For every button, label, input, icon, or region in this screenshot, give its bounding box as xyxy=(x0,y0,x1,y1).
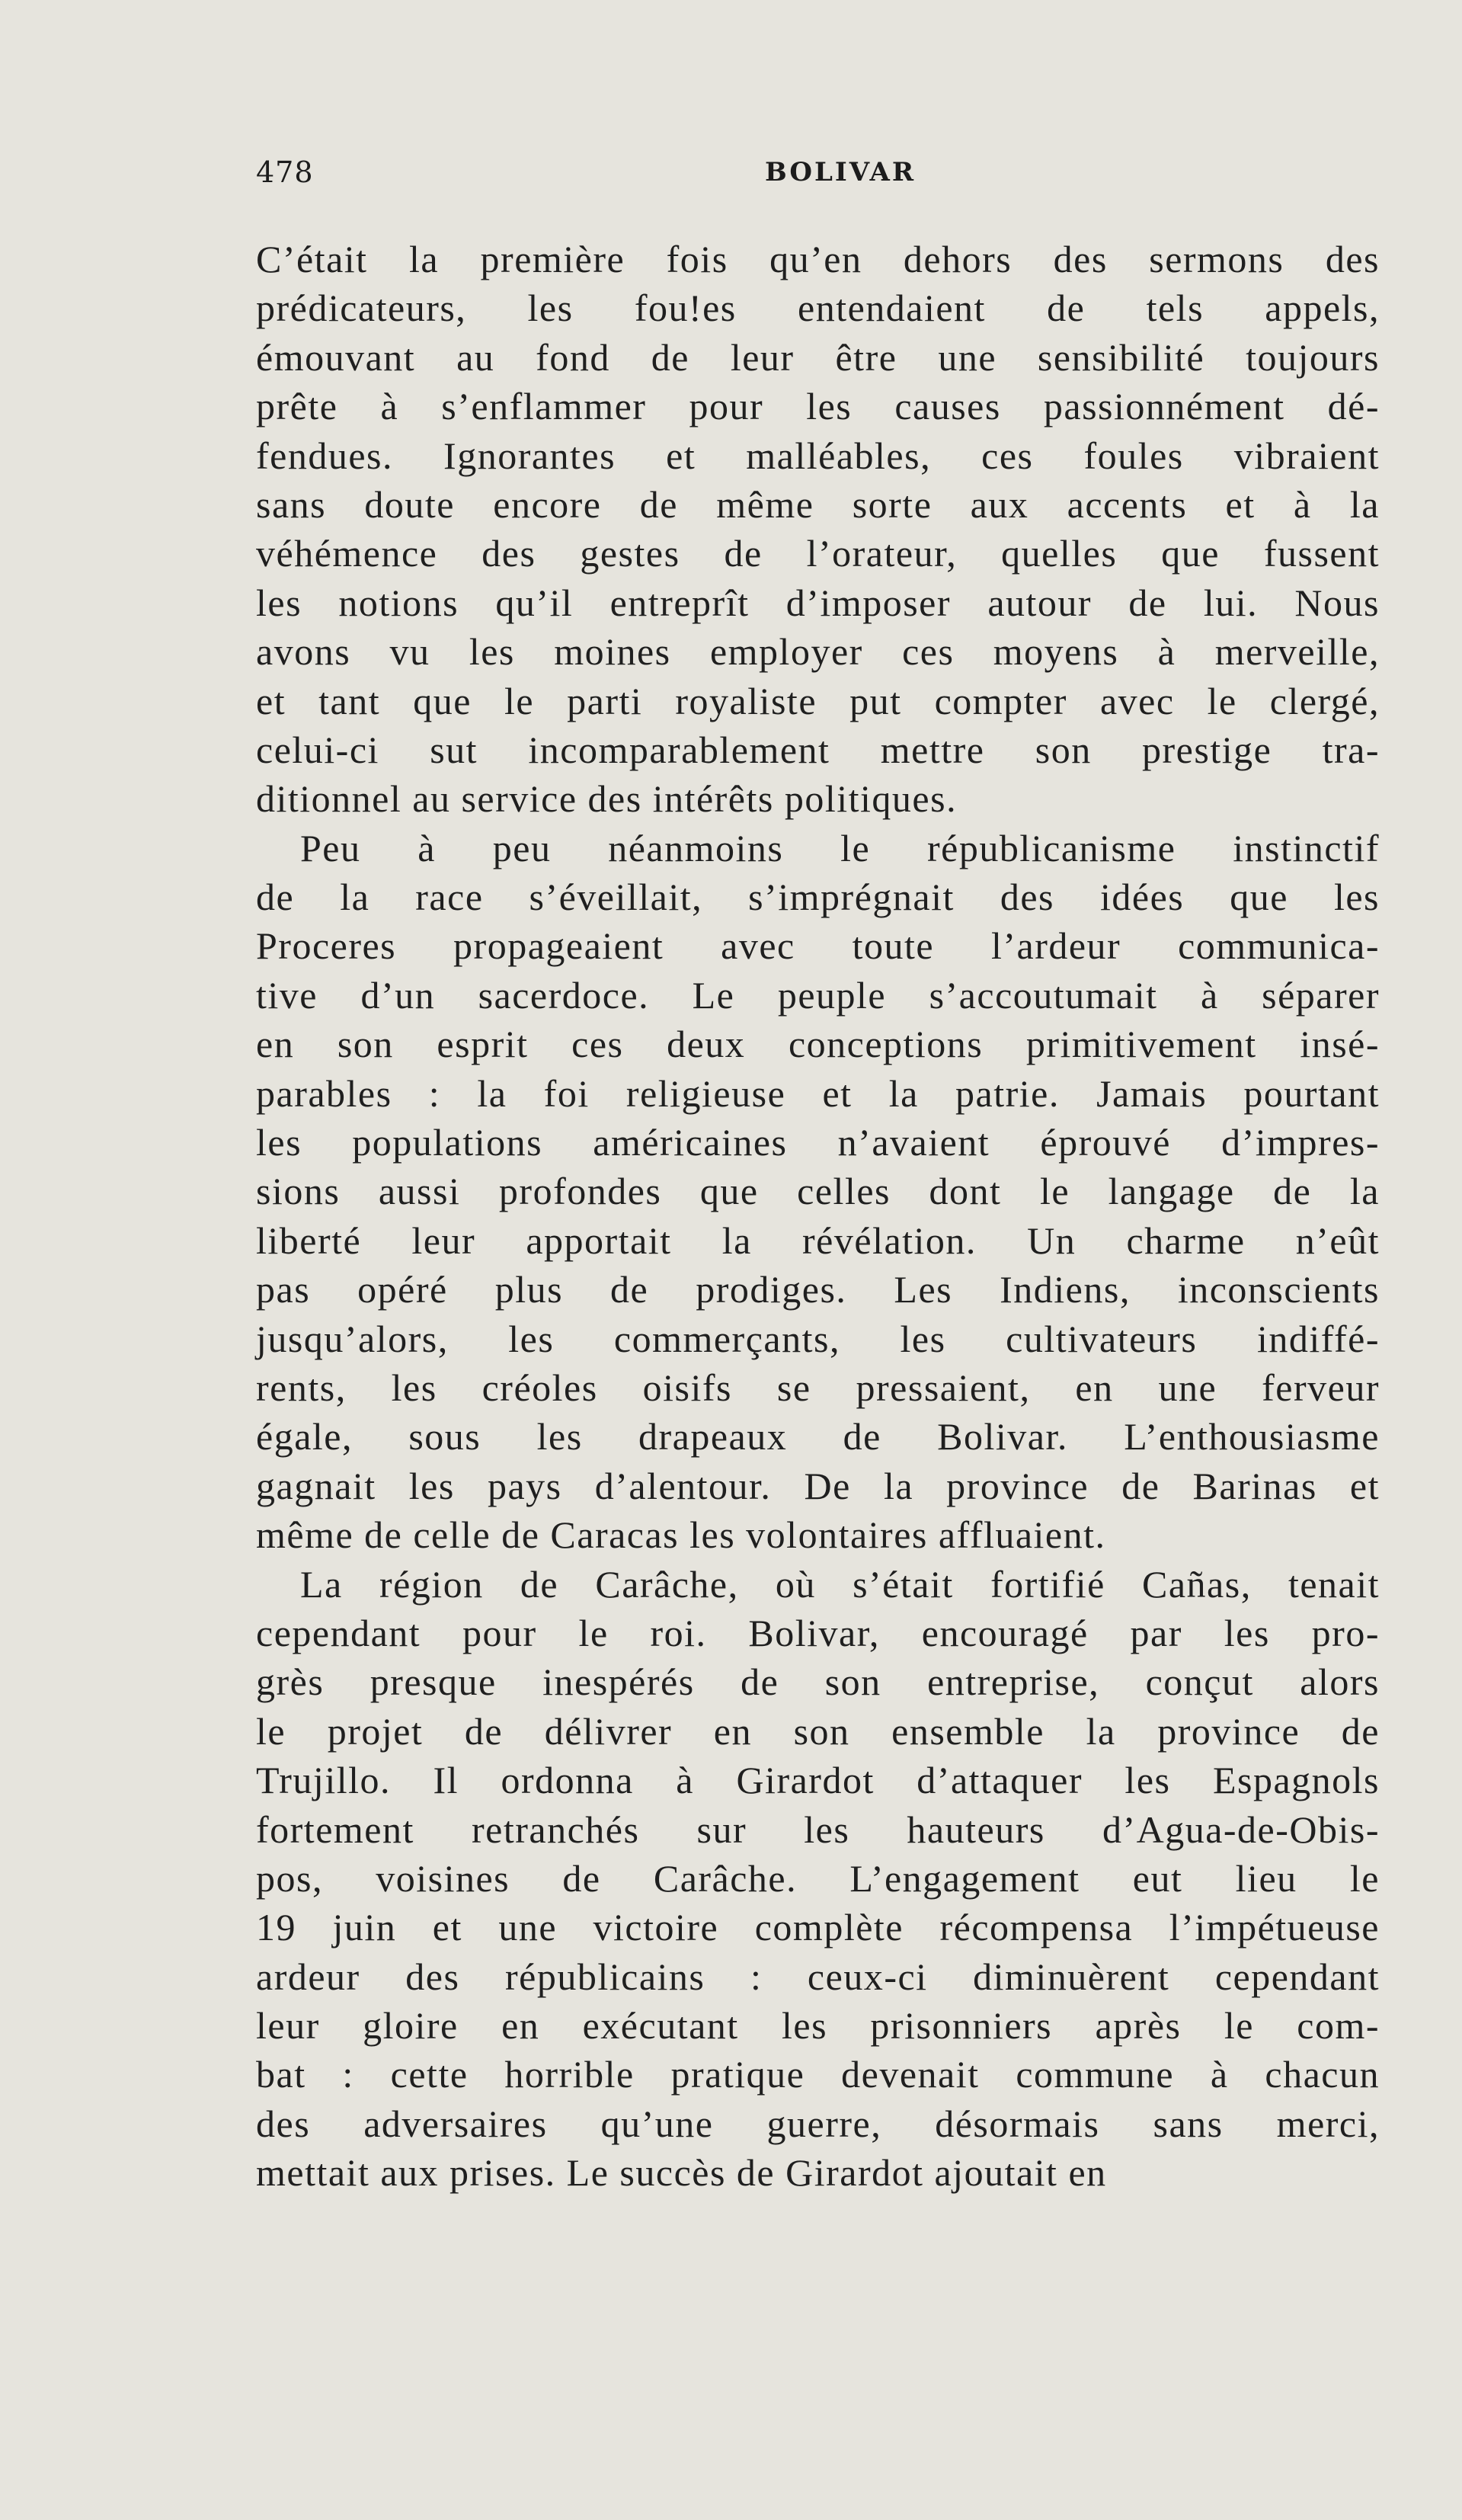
running-title: BOLIVAR xyxy=(765,157,917,187)
text-line: prête à s’enflammer pour les causes passionnément dé- xyxy=(256,385,1380,428)
text-line: les notions qu’il entreprît d’imposer autour de lui. Nous xyxy=(256,581,1380,624)
text-line: émouvant au fond de leur être une sensibilité toujours xyxy=(256,335,1380,379)
text-line: même de celle de Caracas les volontaires affluaient. xyxy=(256,1513,1106,1557)
text-line: liberté leur apportait la révélation. Un charme n’eût xyxy=(256,1218,1380,1262)
text-line: Peu à peu néanmoins le républicanisme instinctif xyxy=(300,826,1380,869)
text-line: 19 juin et une victoire complète récompensa l’impétueuse xyxy=(256,1906,1380,1949)
text-line: Trujillo. Il ordonna à Girardot d’attaquer les Espagnols xyxy=(256,1759,1380,1802)
text-line: et tant que le parti royaliste put compter avec le clergé, xyxy=(256,679,1380,722)
text-line: en son esprit ces deux conceptions primitivement insé- xyxy=(256,1023,1380,1066)
text-line: pas opéré plus de prodiges. Les Indiens, inconscients xyxy=(256,1268,1380,1311)
paragraph xyxy=(256,235,1380,824)
body-text xyxy=(256,235,1380,2198)
text-line: avons vu les moines employer ces moyens à merveille, xyxy=(256,630,1380,674)
text-line: égale, sous les drapeaux de Bolivar. L’enthousiasme xyxy=(256,1415,1380,1459)
text-line: les populations américaines n’avaient éprouvé d’impres- xyxy=(256,1121,1380,1164)
text-line: fortement retranchés sur les hauteurs d’Agua-de-Obis- xyxy=(256,1808,1380,1851)
text-line: celui-ci sut incomparablement mettre son prestige tra- xyxy=(256,728,1380,771)
text-line: prédicateurs, les fou!es entendaient de tels appels, xyxy=(256,287,1380,330)
text-line: pos, voisines de Carâche. L’engagement eut lieu le xyxy=(256,1856,1380,1900)
text-line: tive d’un sacerdoce. Le peuple s’accoutumait à séparer xyxy=(256,973,1380,1017)
page-header xyxy=(256,155,1380,195)
text-line: de la race s’éveillait, s’imprégnait des idées que les xyxy=(256,876,1380,919)
text-line: sans doute encore de même sorte aux accents et à la xyxy=(256,482,1380,526)
text-line: parables : la foi religieuse et la patrie. Jamais pourtant xyxy=(256,1071,1380,1115)
text-line: des adversaires qu’une guerre, désormais sans merci, xyxy=(256,2102,1380,2145)
text-line: Proceres propageaient avec toute l’ardeur communica- xyxy=(256,924,1380,968)
text-line: ardeur des républicains : ceux-ci diminuèrent cependant xyxy=(256,1955,1380,1998)
text-line: grès presque inespérés de son entreprise, conçut alors xyxy=(256,1660,1380,1704)
text-line: C’était la première fois qu’en dehors des sermons des xyxy=(256,238,1380,280)
text-line: fendues. Ignorantes et malléables, ces foules vibraient xyxy=(256,434,1380,477)
paragraph xyxy=(256,824,1380,1560)
text-line: gagnait les pays d’alentour. De la province de Barinas et xyxy=(256,1464,1380,1507)
text-line: leur gloire en exécutant les prisonniers après le com- xyxy=(256,2004,1380,2048)
text-line: ditionnel au service des intérêts politiques. xyxy=(256,777,958,821)
text-line: mettait aux prises. Le succès de Girardot ajoutait en xyxy=(256,2151,1107,2195)
text-line: le projet de délivrer en son ensemble la province de xyxy=(256,1709,1380,1753)
paragraph xyxy=(256,1560,1380,2198)
text-line: La région de Carâche, où s’était fortifié Cañas, tenait xyxy=(300,1562,1380,1606)
text-line: cependant pour le roi. Bolivar, encouragé par les pro- xyxy=(256,1611,1380,1654)
text-line: bat : cette horrible pratique devenait commune à chacun xyxy=(256,2053,1380,2096)
text-line: rents, les créoles oisifs se pressaient, en une ferveur xyxy=(256,1366,1380,1409)
text-line: véhémence des gestes de l’orateur, quelles que fussent xyxy=(256,532,1380,575)
page-number: 478 xyxy=(256,155,314,189)
text-line: jusqu’alors, les commerçants, les cultivateurs indiffé- xyxy=(256,1317,1380,1360)
text-line: sions aussi profondes que celles dont le langage de la xyxy=(256,1170,1380,1213)
